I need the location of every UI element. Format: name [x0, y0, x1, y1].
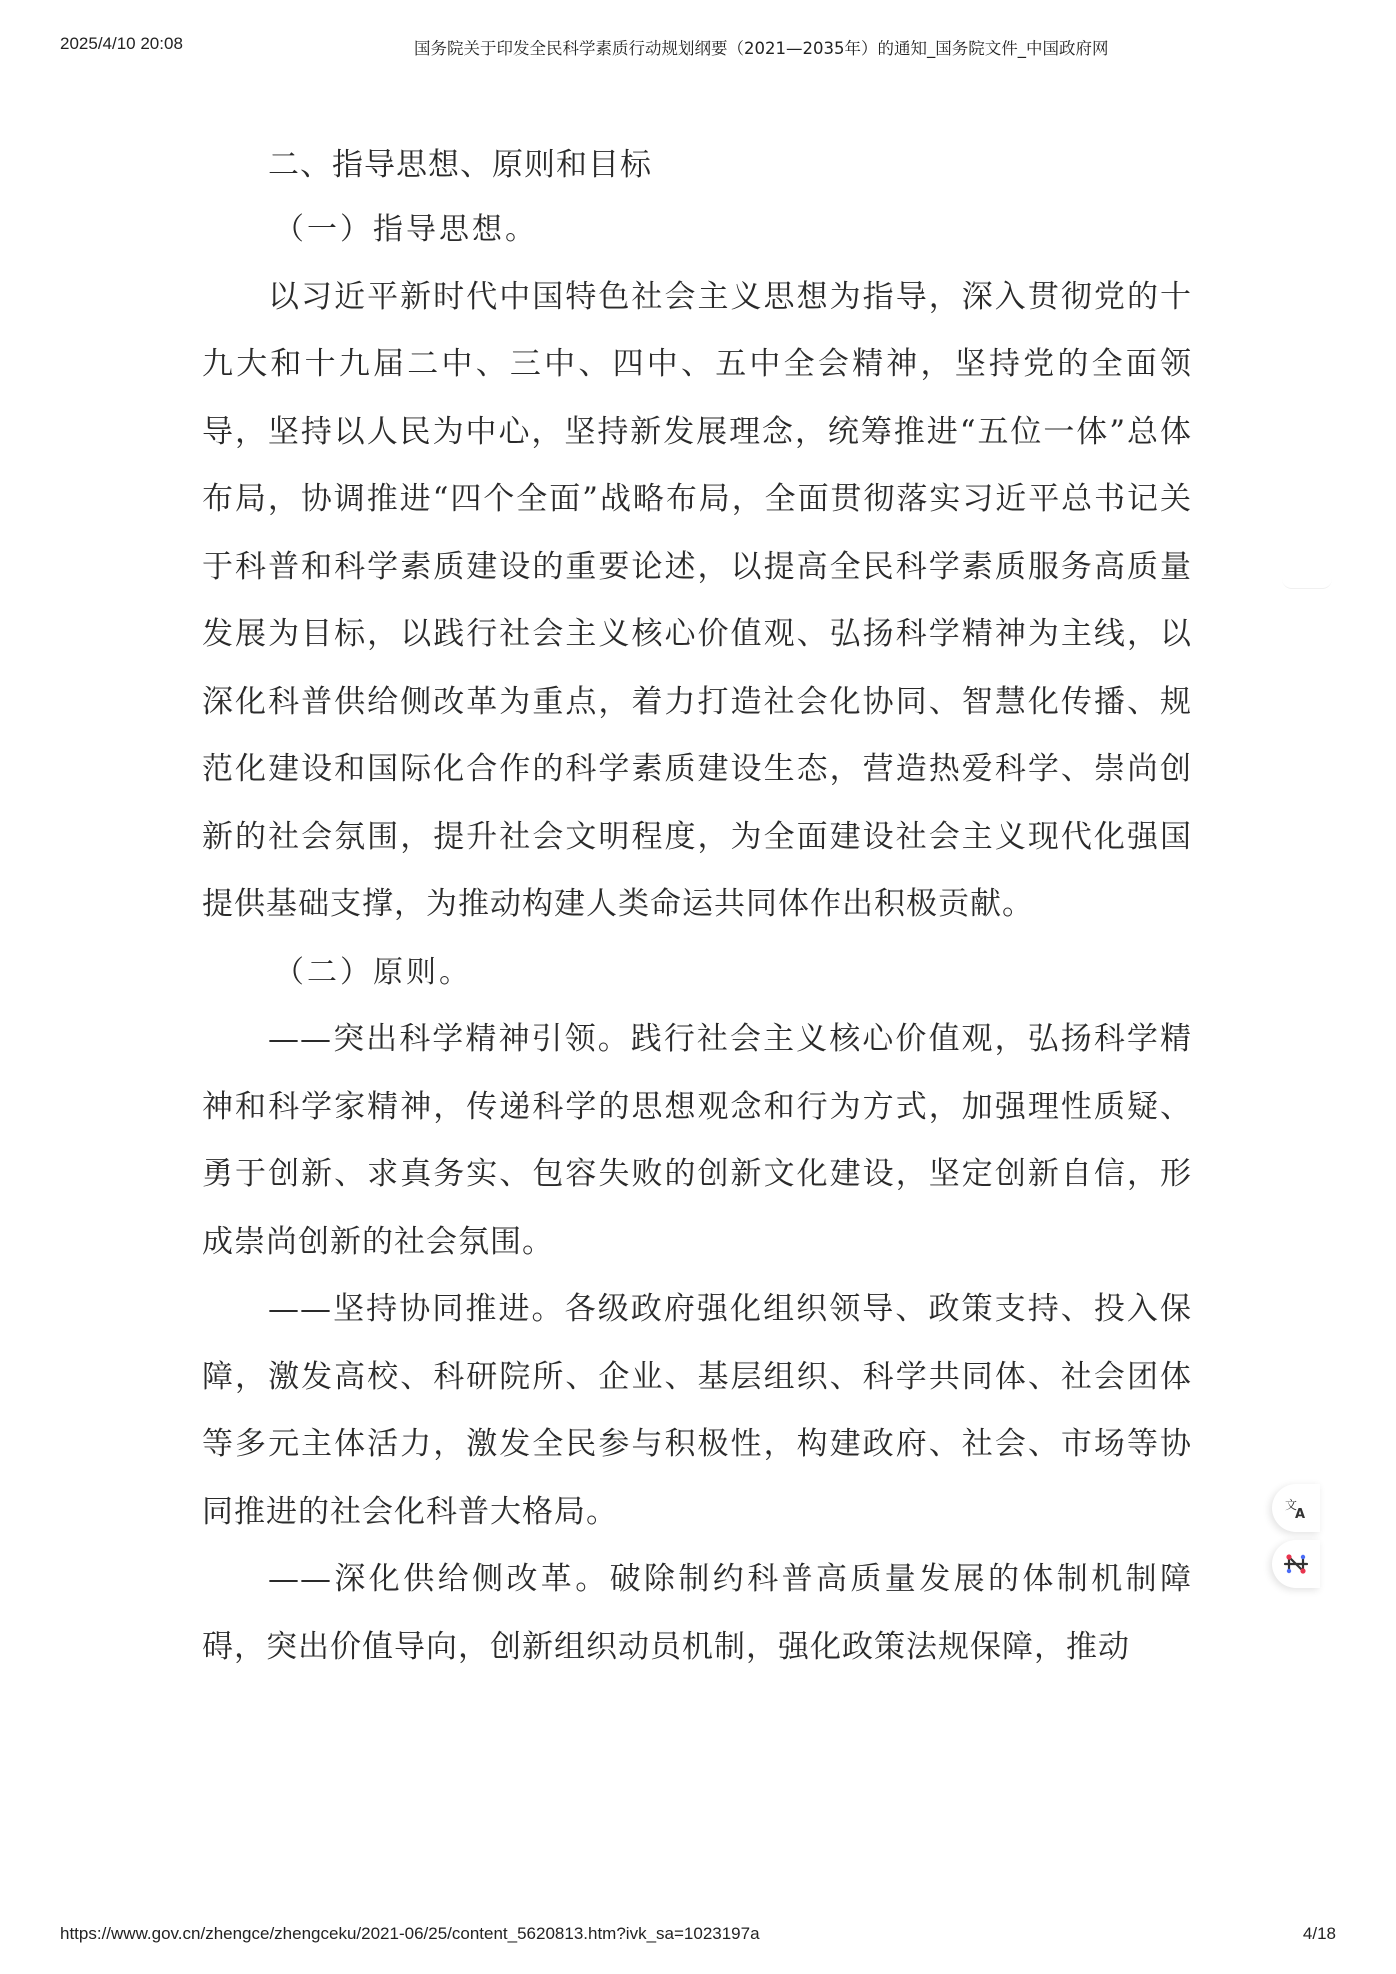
page-number: 4/18	[1302, 1924, 1336, 1943]
principle-scientific-spirit: ——突出科学精神引领。践行社会主义核心价值观，弘扬科学精神和科学家精神，传递科学的思想观念和行为方式，加强理性质疑、勇于创新、求真务实、包容失败的创新文化建设，坚定创新自信，形成崇尚创新的社会氛围。	[202, 1021, 1192, 1260]
floating-edge-tab[interactable]	[1282, 578, 1332, 589]
floating-side-toolbar	[1272, 1484, 1332, 1596]
ai-assistant-button[interactable]	[1272, 1540, 1320, 1588]
principle-coordinated-promotion: ——坚持协同推进。各级政府强化组织领导、政策支持、投入保障，激发高校、科研院所、企业、基层组织、科学共同体、社会团体等多元主体活力，激发全民参与积极性，构建政府、社会、市场等协同推进的社会化科普大格局。	[202, 1291, 1192, 1530]
print-datetime: 2025/4/10 20:08	[60, 34, 183, 53]
print-header	[0, 0, 1396, 60]
subheading-principles: （二）原则。	[274, 954, 472, 990]
ai-assistant-icon	[1282, 1550, 1310, 1578]
document-body	[202, 134, 1192, 1681]
translate-button[interactable]	[1272, 1484, 1320, 1532]
page-url: https://www.gov.cn/zhengce/zhengceku/2021-06/25/content_5620813.htm?ivk_sa=1023197a	[60, 1924, 760, 1943]
paragraph-guiding-ideology: 以习近平新时代中国特色社会主义思想为指导，深入贯彻党的十九大和十九届二中、三中、四中、五中全会精神，坚持党的全面领导，坚持以人民为中心，坚持新发展理念，统筹推进“五位一体”总体布局，协调推进“四个全面”战略布局，全面贯彻落实习近平总书记关于科普和科学素质建设的重要论述，以提高全民科学素质服务高质量发展为目标，以践行社会主义核心价值观、弘扬科学精神为主线，以深化科普供给侧改革为重点，着力打造社会化协同、智慧化传播、规范化建设和国际化合作的科学素质建设生态，营造热爱科学、崇尚创新的社会氛围，提升社会文明程度，为全面建设社会主义现代化强国提供基础支撑，为推动构建人类命运共同体作出积极贡献。	[202, 278, 1192, 922]
section-heading: 二、指导思想、原则和目标	[268, 147, 652, 183]
print-footer	[0, 1920, 1396, 1960]
subheading-guiding-ideology: （一）指导思想。	[274, 212, 538, 247]
svg-text:文: 文	[1285, 1498, 1298, 1512]
principle-supply-side-reform: ——深化供给侧改革。破除制约科普高质量发展的体制机制障碍，突出价值导向，创新组织动员机制，强化政策法规保障，推动	[202, 1561, 1192, 1665]
svg-text:A: A	[1295, 1507, 1306, 1521]
translate-icon	[1283, 1495, 1309, 1521]
print-page-title: 国务院关于印发全民科学素质行动规划纲要（2021—2035年）的通知_国务院文件_中国政府网	[414, 39, 1109, 58]
